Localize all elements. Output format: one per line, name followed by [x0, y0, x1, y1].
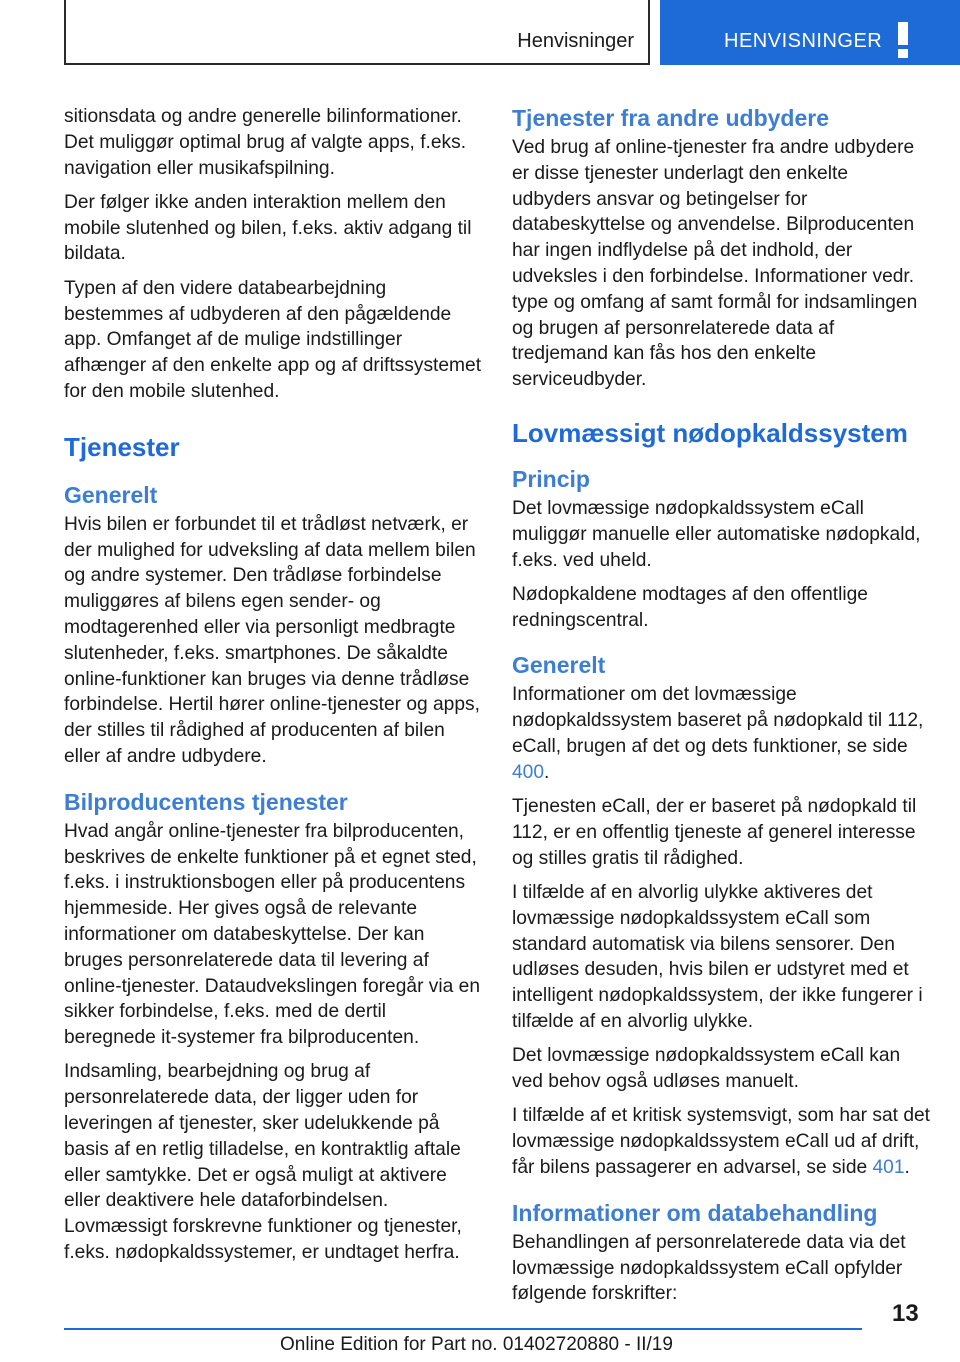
heading-bilproducentens-tjenester: Bilproducentens tjenester — [64, 788, 348, 815]
heading-generelt: Generelt — [64, 481, 158, 508]
page-number: 13 — [892, 1300, 919, 1327]
exclamation-icon — [898, 22, 908, 58]
paragraph-text: . — [904, 1157, 910, 1178]
paragraph-text: Informationer om det lovmæssige nødopkaldssystem baseret på nødopkald til 112, eCall, brugen af det og dets funktioner, se side — [512, 684, 924, 758]
heading-informationer-om-databehandling: Informationer om databehandling — [512, 1199, 878, 1226]
paragraph: Indsamling, bearbejdning og brug af personrelaterede data, der ligger uden for leveringen af tjenester, sker udelukkende på basis af en retlig tilladelse, en kontraktlig aftale eller samtykke. Det er også muligt at aktivere eller deaktivere hele dataforbindelsen. Lovmæssigt forskrevne funktioner og tjenester, f.eks. nødopkaldssystemer, er undtaget herfra. — [64, 1061, 462, 1263]
left-column — [64, 104, 482, 1274]
paragraph: Typen af den videre databearbejdning bestemmes af udbyderen af den pågældende app. Omfanget af de mulige indstillinger afhænger af den enkelte app og af driftssystemet for den mobile slutenhed. — [64, 277, 482, 402]
paragraph: sitionsdata og andre generelle bilinformationer. Det muliggør optimal brug af valgte apps, f.eks. navigation eller musikafspilning. — [64, 106, 467, 179]
heading-generelt: Generelt — [512, 652, 606, 679]
page-reference-link[interactable]: 401 — [872, 1157, 905, 1178]
right-column — [512, 104, 930, 1316]
paragraph: Det lovmæssige nødopkaldssystem eCall muliggør manuelle eller automatiske nødopkald, f.eks. ved uheld. — [512, 497, 921, 571]
paragraph: Hvis bilen er forbundet til et trådløst netværk, er der mulighed for udveksling af data mellem bilen og andre systemer. Den trådløse forbindelse muliggøres af bilens egen sender- og modtagerenhed eller via personligt medbragte slutenheder, f.eks. smartphones. De såkaldte online-funktioner kan bruges via denne trådløse forbindelse. Hertil hører online-tjenester og apps, der stilles til rådighed af producenten af bilen eller af andre udbydere. — [64, 513, 480, 767]
header-section-title: Henvisninger — [517, 30, 634, 52]
heading-lovmaessigt-noedopkaldssystem: Lovmæssigt nødopkaldssystem — [512, 417, 908, 448]
paragraph: Hvad angår online-tjenester fra bilproducenten, beskrives de enkelte funktioner på et egnet sted, f.eks. i instruktionsbogen eller på producentens hjemmeside. Her gives også de relevante informationer om databeskyttelse. Der kan bruges personrelaterede data til levering af online-tjenester. Dataudvekslingen foregår via en sikker forbindelse, f.eks. med de dertil beregnede it-systemer fra bilproducenten. — [64, 820, 480, 1049]
heading-tjenester-fra-andre-udbydere: Tjenester fra andre udbydere — [512, 105, 829, 131]
paragraph — [512, 1103, 930, 1180]
footer-edition: Online Edition for Part no. 01402720880 - II/19 — [280, 1334, 673, 1355]
header-chapter-title: HENVISNINGER — [724, 30, 883, 52]
paragraph-text: . — [544, 761, 550, 783]
paragraph: Behandlingen af personrelaterede data via det lovmæssige nødopkaldssystem eCall opfylder følgende forskrifter: — [512, 1231, 906, 1305]
header-section-box — [64, 0, 650, 65]
paragraph — [512, 682, 930, 785]
paragraph: I tilfælde af en alvorlig ulykke aktiveres det lovmæssige nødopkaldssystem eCall som standard automatisk via bilens sensorer. Den udløses desuden, hvis bilen er udstyret med et intelligent nødopkaldssystem, der ikke fungerer i tilfælde af en alvorlig ulykke. — [512, 882, 923, 1033]
paragraph: Ved brug af online-tjenester fra andre udbydere er disse tjenester underlagt den enkelte udbyders ansvar og betingelser for databeskyttelse og anvendelse. Bilproducenten har ingen indflydelse på det indhold, der udveksles i den forbindelse. Informationer vedr. type og omfang af samt formål for indsamlingen og brugen af personrelaterede data af tredjemand kan fås hos den enkelte serviceudbyder. — [512, 137, 918, 391]
heading-tjenester: Tjenester — [64, 431, 180, 462]
heading-princip: Princip — [512, 465, 590, 492]
paragraph: Der følger ikke anden interaktion mellem den mobile slutenhed og bilen, f.eks. aktiv adgang til bildata. — [64, 191, 472, 265]
footer-rule — [64, 1328, 862, 1330]
header-chapter-tab — [660, 0, 960, 65]
paragraph: Det lovmæssige nødopkaldssystem eCall kan ved behov også udløses manuelt. — [512, 1045, 901, 1093]
paragraph: Tjenesten eCall, der er baseret på nødopkald til 112, er en offentlig tjeneste af generel interesse og stilles gratis til rådighed. — [512, 796, 917, 869]
paragraph: Nødopkaldene modtages af den offentlige redningscentral. — [512, 583, 868, 631]
page-reference-link[interactable]: 400 — [512, 761, 545, 783]
paragraph-text: I tilfælde af et kritisk systemsvigt, som har sat det lovmæssige nødopkaldssystem eCall ud af drift, får bilens passagerer en advarsel, se side — [512, 1105, 930, 1178]
